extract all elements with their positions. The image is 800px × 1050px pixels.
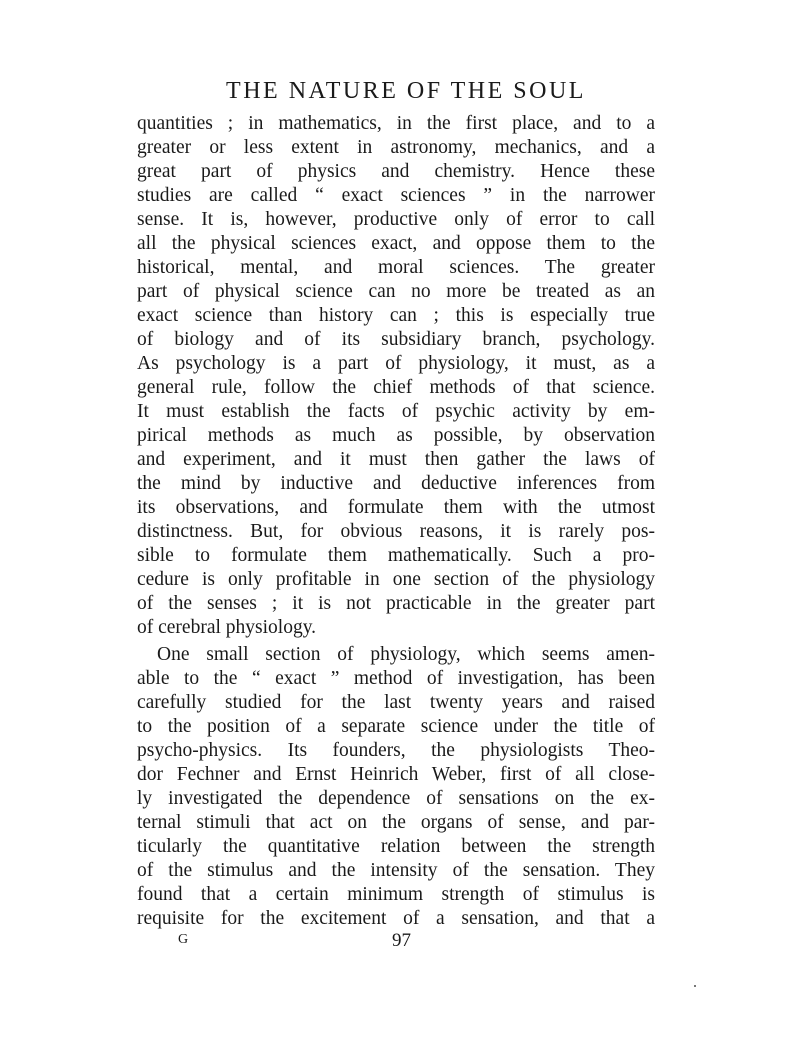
signature-mark: G <box>178 932 189 947</box>
text-line: found that a certain minimum strength of stimulus is <box>137 884 655 905</box>
text-line: its observations, and formulate them with the utmost <box>137 497 655 518</box>
text-line: part of physical science can no more be treated as an <box>137 281 655 302</box>
text-line: great part of physics and chemistry. Hence these <box>137 161 655 182</box>
paragraph <box>137 643 655 931</box>
text-line: requisite for the excitement of a sensation, and that a <box>137 908 655 929</box>
print-speck <box>694 985 696 987</box>
text-line: of the stimulus and the intensity of the sensation. They <box>137 860 655 881</box>
text-line: dor Fechner and Ernst Heinrich Weber, first of all close- <box>137 764 655 785</box>
text-line: historical, mental, and moral sciences. The greater <box>137 257 655 278</box>
text-line: ternal stimuli that act on the organs of sense, and par- <box>137 812 655 833</box>
text-line: quantities ; in mathematics, in the first place, and to a <box>137 113 655 134</box>
text-line: general rule, follow the chief methods of that science. <box>137 377 655 398</box>
text-line: to the position of a separate science under the title of <box>137 716 655 737</box>
text-line: sense. It is, however, productive only of error to call <box>137 209 655 230</box>
text-line: exact science than history can ; this is especially true <box>137 305 655 326</box>
text-line: all the physical sciences exact, and oppose them to the <box>137 233 655 254</box>
text-line: greater or less extent in astronomy, mechanics, and a <box>137 137 655 158</box>
text-line: carefully studied for the last twenty years and raised <box>137 692 655 713</box>
text-line: able to the “ exact ” method of investigation, has been <box>137 668 655 689</box>
text-line: As psychology is a part of physiology, it must, as a <box>137 353 655 374</box>
text-line: the mind by inductive and deductive inferences from <box>137 473 655 494</box>
text-line: psycho-physics. Its founders, the physiologists Theo- <box>137 740 655 761</box>
paragraph <box>137 112 655 640</box>
text-line: sible to formulate them mathematically. Such a pro- <box>137 545 655 566</box>
running-head: THE NATURE OF THE SOUL <box>226 78 586 104</box>
text-line: and experiment, and it must then gather the laws of <box>137 449 655 470</box>
text-line: One small section of physiology, which seems amen- <box>157 644 655 665</box>
text-line: studies are called “ exact sciences ” in the narrower <box>137 185 655 206</box>
text-line: ly investigated the dependence of sensations on the ex- <box>137 788 655 809</box>
text-line: of biology and of its subsidiary branch, psychology. <box>137 329 655 350</box>
text-line: pirical methods as much as possible, by observation <box>137 425 655 446</box>
text-line: of the senses ; it is not practicable in the greater part <box>137 593 655 614</box>
text-line: distinctness. But, for obvious reasons, it is rarely pos- <box>137 521 655 542</box>
text-line: of cerebral physiology. <box>137 617 317 638</box>
body-text <box>137 112 655 931</box>
text-line: cedure is only profitable in one section of the physiology <box>137 569 655 590</box>
page-number: 97 <box>392 930 411 951</box>
text-line: It must establish the facts of psychic activity by em- <box>137 401 655 422</box>
text-line: ticularly the quantitative relation between the strength <box>137 836 655 857</box>
